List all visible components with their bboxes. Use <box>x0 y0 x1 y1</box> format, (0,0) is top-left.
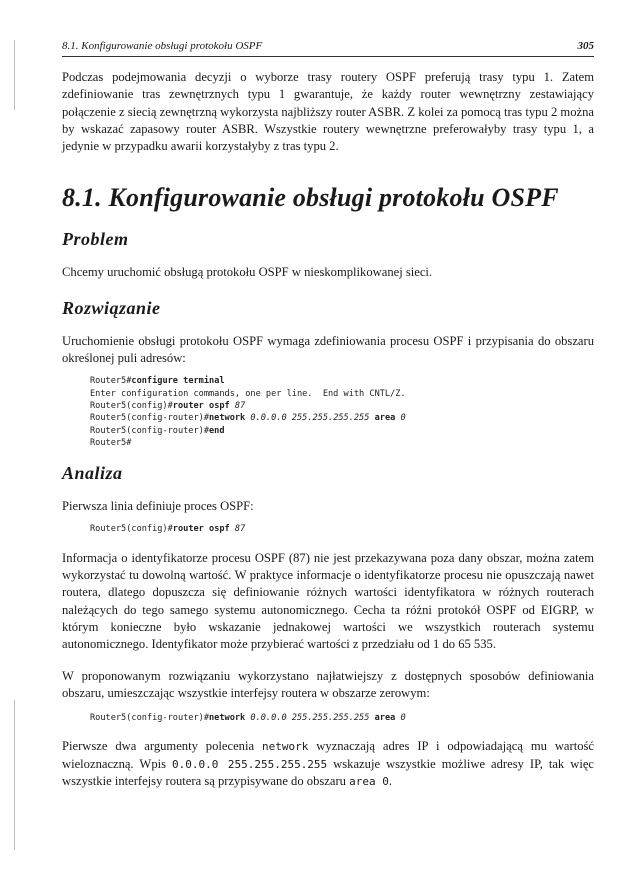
analysis-paragraph-1: Pierwsza linia definiuje proces OSPF: <box>62 499 254 514</box>
analysis-heading: Analiza <box>62 463 123 484</box>
page <box>62 40 594 790</box>
inline-code-network: network <box>261 740 309 754</box>
inline-code-area: area 0 <box>349 775 389 789</box>
inline-code-address: 0.0.0.0 255.255.255.255 <box>172 757 328 771</box>
solution-text: Uruchomienie obsługi protokołu OSPF wymaga zdefiniowania procesu OSPF i przypisania do obszaru określonej puli adresów: <box>62 333 594 366</box>
problem-heading: Problem <box>62 229 129 250</box>
intro-paragraph: Podczas podejmowania decyzji o wyborze trasy routery OSPF preferują trasy typu 1. Zatem zdefiniowanie tras zewnętrznych typu 1 gwarantuje, że każdy router wewnętrzny zestawiający połączenie z siecią zewnętrzną wykorzysta najbliższy router ASBR. Z kolei za pomocą tras typu 2 można by wskazać zapasowy router ASBR. Wszystkie routery wewnętrzne preferowałyby trasy typu 1, a jedynie w przypadku awarii korzystałyby z tras typu 2. <box>62 70 594 154</box>
page-number: 305 <box>577 40 594 52</box>
analysis-paragraph-3: W proponowanym rozwiązaniu wykorzystano najłatwiejszy z dostępnych sposobów definiowania obszaru, umieszczając wszystkie interfejsy routera w obszarze zerowym: <box>62 668 594 700</box>
header-title: 8.1. Konfigurowanie obsługi protokołu OSPF <box>62 40 263 52</box>
solution-heading: Rozwiązanie <box>62 297 161 318</box>
scan-edge-line <box>14 700 15 850</box>
analysis-paragraph-4: Pierwsze dwa argumenty polecenia network wyznaczają adres IP i odpowiadającą mu wartość wieloznaczną. Wpis 0.0.0.0 255.255.255.255 wskazuje wszystkie możliwe adresy IP, tak więc wszystkie interfejsy routera są przypisywane do obszaru area 0. <box>62 739 594 789</box>
problem-text: Chcemy uruchomić obsługą protokołu OSPF w nieskomplikowanej sieci. <box>62 265 433 280</box>
analysis-code-1: Router5(config)#router ospf 87 <box>90 524 246 535</box>
running-header <box>62 40 594 57</box>
scan-edge-line <box>14 40 15 110</box>
section-title: 8.1. Konfigurowanie obsługi protokołu OSPF <box>62 183 559 213</box>
analysis-code-2: Router5(config-router)#network 0.0.0.0 255.255.255.255 area 0 <box>90 713 406 724</box>
solution-code-block: Router5#configure terminal Enter configuration commands, one per line. End with CNTL/Z. Router5(config)#router ospf 87 Router5(config-router)#network 0.0.0.0 255.255.255.255 area 0 Router5(config-router)#end Router5# <box>90 376 406 448</box>
analysis-paragraph-2: Informacja o identyfikatorze procesu OSPF (87) nie jest przekazywana poza dany obszar, można zatem wykorzystać tu dowolną wartość. W praktyce informacje o identyfikatorze procesu nie opuszczają nawet routera, dlatego dopuszcza się definiowanie różnych wartości identyfikatora w różnych routerach należących do tego samego systemu autonomicznego. Cecha ta różni protokół OSPF od EIGRP, w którym konieczne było wskazanie jednakowej wartości we wszystkich routerach systemu autonomicznego. Identyfikator może przybierać wartości z przedziału od 1 do 65 535. <box>62 550 594 652</box>
